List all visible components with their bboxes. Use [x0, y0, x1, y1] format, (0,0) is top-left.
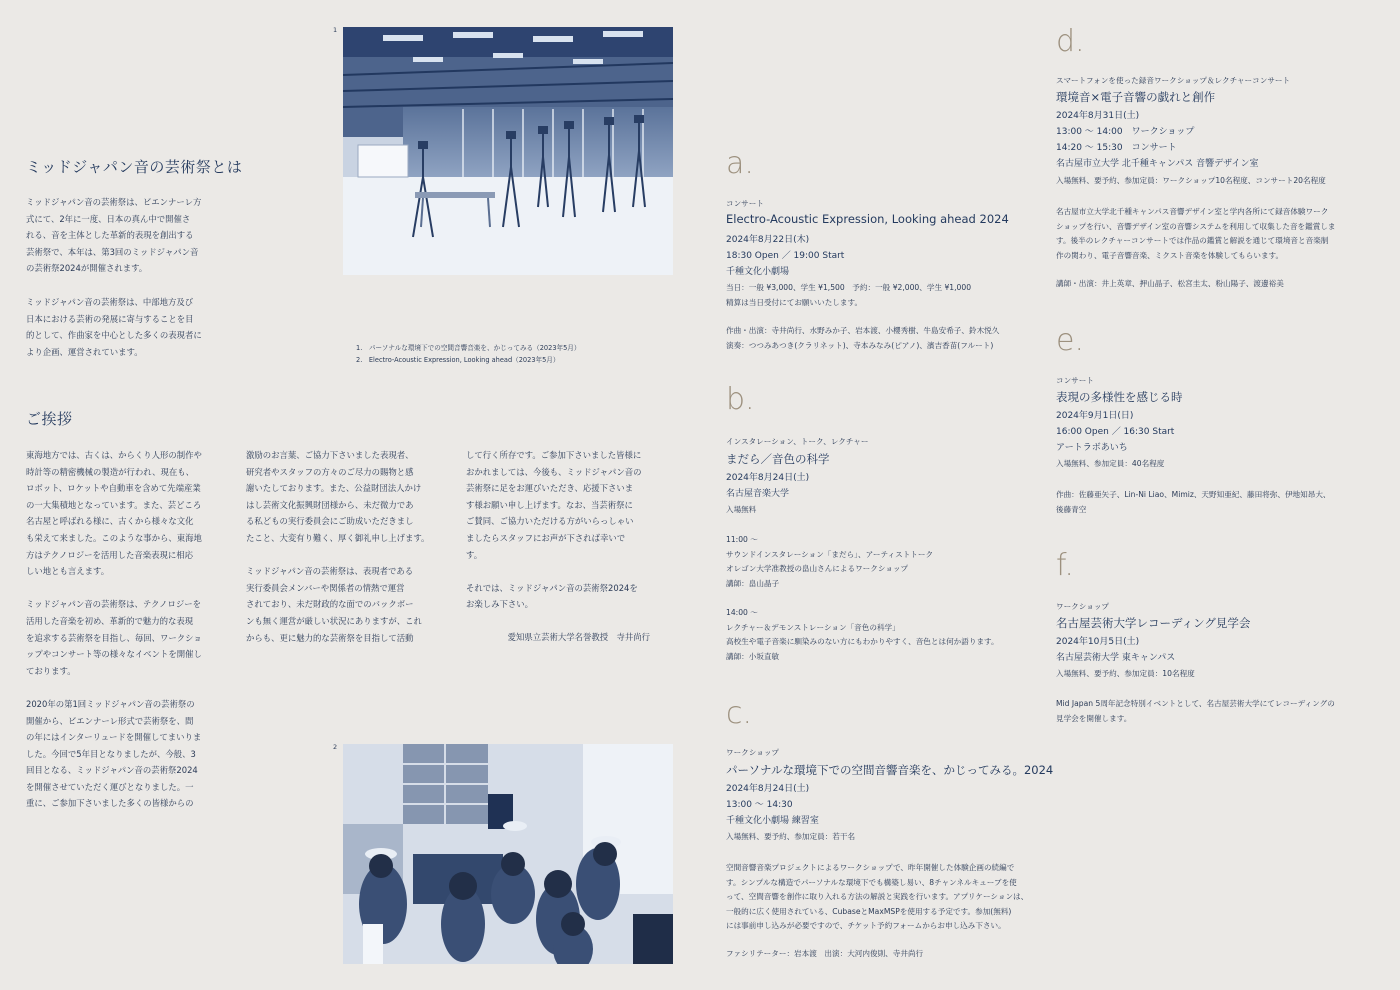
event-b-venue: 名古屋音楽大学	[726, 489, 790, 499]
greeting-column-3: して行く所存です。ご参加下さいました皆様に おかれましては、今後も、ミッドジャパン音の 芸術祭に足をお運びいただき、応援下さいま す様お願い申し上げます。なお、当芸術祭に ご賛同、ご協力いただける方がいらっしゃい ましたらスタッフにお声が下されば幸いで す。 それでは、ミッドジャパン音の芸術祭2024を お楽しみ下さい。	[466, 450, 642, 610]
event-c-letter: c.	[726, 696, 753, 731]
about-paragraph-2: ミッドジャパン音の芸術祭は、中部地方及び 日本における芸術の発展に寄与することを目 的として、作曲家を中心とした多くの表現者に より企画、運営されています。	[26, 297, 202, 357]
greeting-signature: 愛知県立芸術大学名誉教授 寺井尚行	[507, 632, 650, 642]
event-d-time-1: 13:00 〜 14:00 ワークショップ	[1056, 127, 1195, 137]
about-title: ミッドジャパン音の芸術祭とは	[26, 158, 243, 176]
greeting-title: ご挨拶	[26, 410, 73, 428]
event-e-letter: e.	[1056, 323, 1084, 358]
event-b-type: インスタレーション、トーク、レクチャー	[726, 437, 869, 446]
event-d-credits: 講師・出演：井上英章、押山晶子、松宮圭太、粉山陽子、渡邊裕美	[1056, 279, 1284, 288]
event-c-time: 13:00 〜 14:30	[726, 800, 793, 810]
event-e-info: 入場無料、参加定員：40名程度	[1056, 459, 1165, 468]
greeting-column-2: 激励のお言葉、ご協力下さいました表現者、 研究者やスタッフの方々のご尽力の賜物と感 謝いたしております。また、公益財団法人かけ はし芸術文化振興財団様から、未だ微力であ る私どもの実行委員会にご助成いただきまし たこと、大変有り難く、厚く御礼申し上げます。 ミッドジャパン音の芸術祭は、表現者である 実行委員会メンバーや関係者の情熱で運営 されており、未だ財政的な面でのバックボー ンも無く運営が厳しい状況にありますが、これ からも、更に魅力的な芸術祭を目指して活動	[246, 450, 430, 643]
event-b-info: 入場無料	[726, 505, 757, 514]
event-a-info: 当日：一般 ¥3,000、学生 ¥1,500 予約：一般 ¥2,000、学生 ¥1,000 精算は当日受付にてお願いいたします。	[726, 283, 972, 307]
event-d-time-2: 14:20 〜 15:30 コンサート	[1056, 143, 1177, 153]
event-e-type: コンサート	[1056, 376, 1094, 385]
event-c-venue: 千種文化小劇場 練習室	[726, 816, 819, 826]
greeting-column-1: 東海地方では、古くは、からくり人形の制作や 時計等の精密機械の製造が行われ、現在も、 ロボット、ロケットや自動車を含めて先端産業 の一大集積地となっています。また、芸どころ 名古屋と呼ばれる様に、古くから様々な文化 も栄えて来ました。このような事から、東海地 方はテクノロジーを活用した音楽表現に相応 しい地とも言えます。 ミッドジャパン音の芸術祭は、テクノロジーを 活用した音楽を初め、革新的で魅力的な表現 を追求する芸術祭を目指し、毎回、ワークショ ップやコンサート等の様々なイベントを開催し ております。 2020年の第1回ミッドジャパン音の芸術祭の 開催から、ビエンナーレ形式で芸術祭を、間 の年にはインターリュードを開催してまいりま した。今回で5年目となりましたが、今般、3 回目となる、ミッドジャパン音の芸術祭2024 を開催させていただく運びとなりました。一 重に、ご参加下さいました多くの皆様からの	[26, 450, 202, 809]
photo-1-number: 1	[333, 26, 338, 34]
event-c-type: ワークショップ	[726, 748, 780, 757]
event-d-title: 環境音×電子音響の戯れと創作	[1056, 90, 1216, 104]
event-e-credits: 作曲：佐藤亜矢子、Lin-Ni Liao、Mimiz、天野知亜紀、藤田将弥、伊地知昂大、 後藤青空	[1056, 490, 1331, 514]
event-b-session-2: 14:00 〜 レクチャー＆デモンストレーション「音色の科学」 高校生や電子音楽に馴染みのない方にもわかりやすく、音色とは何か語ります。 講師：小坂直敏	[726, 608, 999, 661]
hall-photo	[343, 27, 673, 275]
event-d-description: 名古屋市立大学北千種キャンパス音響デザイン室と学内各所にて録音体験ワーク ショップを行い、音響デザイン室の音響システムを利用して収集した音を鑑賞しま す。後半のレクチャーコンサートでは作品の鑑賞と解説を通じて環境音と音楽制 作の関わり、電子音響音楽、ミクスト音楽を体験してもらいます。	[1056, 207, 1336, 260]
event-c-date: 2024年8月24日(土)	[726, 784, 810, 794]
photo-2-number: 2	[333, 743, 338, 751]
event-c-title: パーソナルな環境下での空間音響音楽を、かじってみる。2024	[726, 763, 1054, 777]
event-a-title: Electro-Acoustic Expression, Looking ahead 2024	[726, 212, 1009, 226]
event-d-info: 入場無料、要予約、参加定員：ワークショップ10名程度、コンサート20名程度	[1056, 176, 1326, 185]
event-b-letter: b.	[726, 382, 755, 417]
about-paragraph-1: ミッドジャパン音の芸術祭は、ビエンナーレ方 式にて、2年に一度、日本の真ん中で開催さ れる、音を主体とした革新的表現を創出する 芸術祭で、本年は、第3回のミッドジャパン音 の芸術祭2024が開催されます。	[26, 197, 202, 274]
event-c-credits: ファシリテーター：岩本渡 出演：大河内俊則、寺井尚行	[726, 949, 924, 958]
event-f-letter: f.	[1056, 548, 1074, 583]
event-a-time: 18:30 Open ／ 19:00 Start	[726, 251, 845, 261]
event-f-venue: 名古屋芸術大学 東キャンパス	[1056, 653, 1176, 663]
event-e-title: 表現の多様性を感じる時	[1056, 390, 1183, 404]
event-b-title: まだら／音色の科学	[726, 452, 830, 466]
event-b-date: 2024年8月24日(土)	[726, 473, 810, 483]
event-a-date: 2024年8月22日(木)	[726, 235, 810, 245]
event-d-venue: 名古屋市立大学 北千種キャンパス 音響デザイン室	[1056, 159, 1259, 169]
event-d-date: 2024年8月31日(土)	[1056, 111, 1140, 121]
event-a-venue: 千種文化小劇場	[726, 267, 790, 277]
hall-illustration	[343, 27, 673, 275]
event-c-info: 入場無料、要予約、参加定員：若干名	[726, 832, 856, 841]
event-f-title: 名古屋芸術大学レコーディング見学会	[1056, 616, 1251, 630]
event-a-letter: a.	[726, 146, 754, 181]
workshop-photo	[343, 744, 673, 964]
event-c-description: 空間音響音楽プロジェクトによるワークショップで、昨年開催した体験企画の続編で す。シンプルな構造でパーソナルな環境下でも構築し易い、8チャンネルキューブを使 って、空間音響を創作に取り入れる方法の解説と実践を行います。アプリケーションは、 一般的に広く使用されている、CubaseとMaxMSPを使用する予定です。参加(無料) には事前申し込みが必要ですので、チケット予約フォームからお申し込み下さい。	[726, 863, 1029, 930]
photo-caption-2: 2. Electro-Acoustic Expression, Looking ahead（2023年5月）	[356, 356, 560, 364]
event-d-letter: d.	[1056, 24, 1085, 59]
event-a-credits: 作曲・出演：寺井尚行、水野みか子、岩本渡、小櫻秀樹、牛島安希子、鈴木悦久 演奏：つつみあつき(クラリネット)、寺本みなみ(ピアノ)、濱吉香苗(フルート)	[726, 326, 1000, 350]
event-f-description: Mid Japan 5周年記念特別イベントとして、名古屋芸術大学にてレコーディングの 見学会を開催します。	[1056, 699, 1335, 723]
event-f-type: ワークショップ	[1056, 602, 1110, 611]
workshop-illustration	[343, 744, 673, 964]
event-b-session-1: 11:00 〜 サウンドインスタレーション「まだら」、アーティストトーク オレゴン大学准教授の畠山さんによるワークショップ 講師：畠山晶子	[726, 535, 934, 588]
event-f-info: 入場無料、要予約、参加定員：10名程度	[1056, 669, 1195, 678]
event-e-venue: アートラボあいち	[1056, 443, 1128, 453]
event-f-date: 2024年10月5日(土)	[1056, 637, 1140, 647]
event-e-time: 16:00 Open ／ 16:30 Start	[1056, 427, 1175, 437]
photo-caption-1: 1. パーソナルな環境下での空間音響音楽を、かじってみる（2023年5月）	[356, 344, 581, 352]
event-e-date: 2024年9月1日(日)	[1056, 411, 1134, 421]
event-d-type: スマートフォンを使った録音ワークショップ＆レクチャーコンサート	[1056, 76, 1291, 85]
event-a-type: コンサート	[726, 199, 764, 208]
